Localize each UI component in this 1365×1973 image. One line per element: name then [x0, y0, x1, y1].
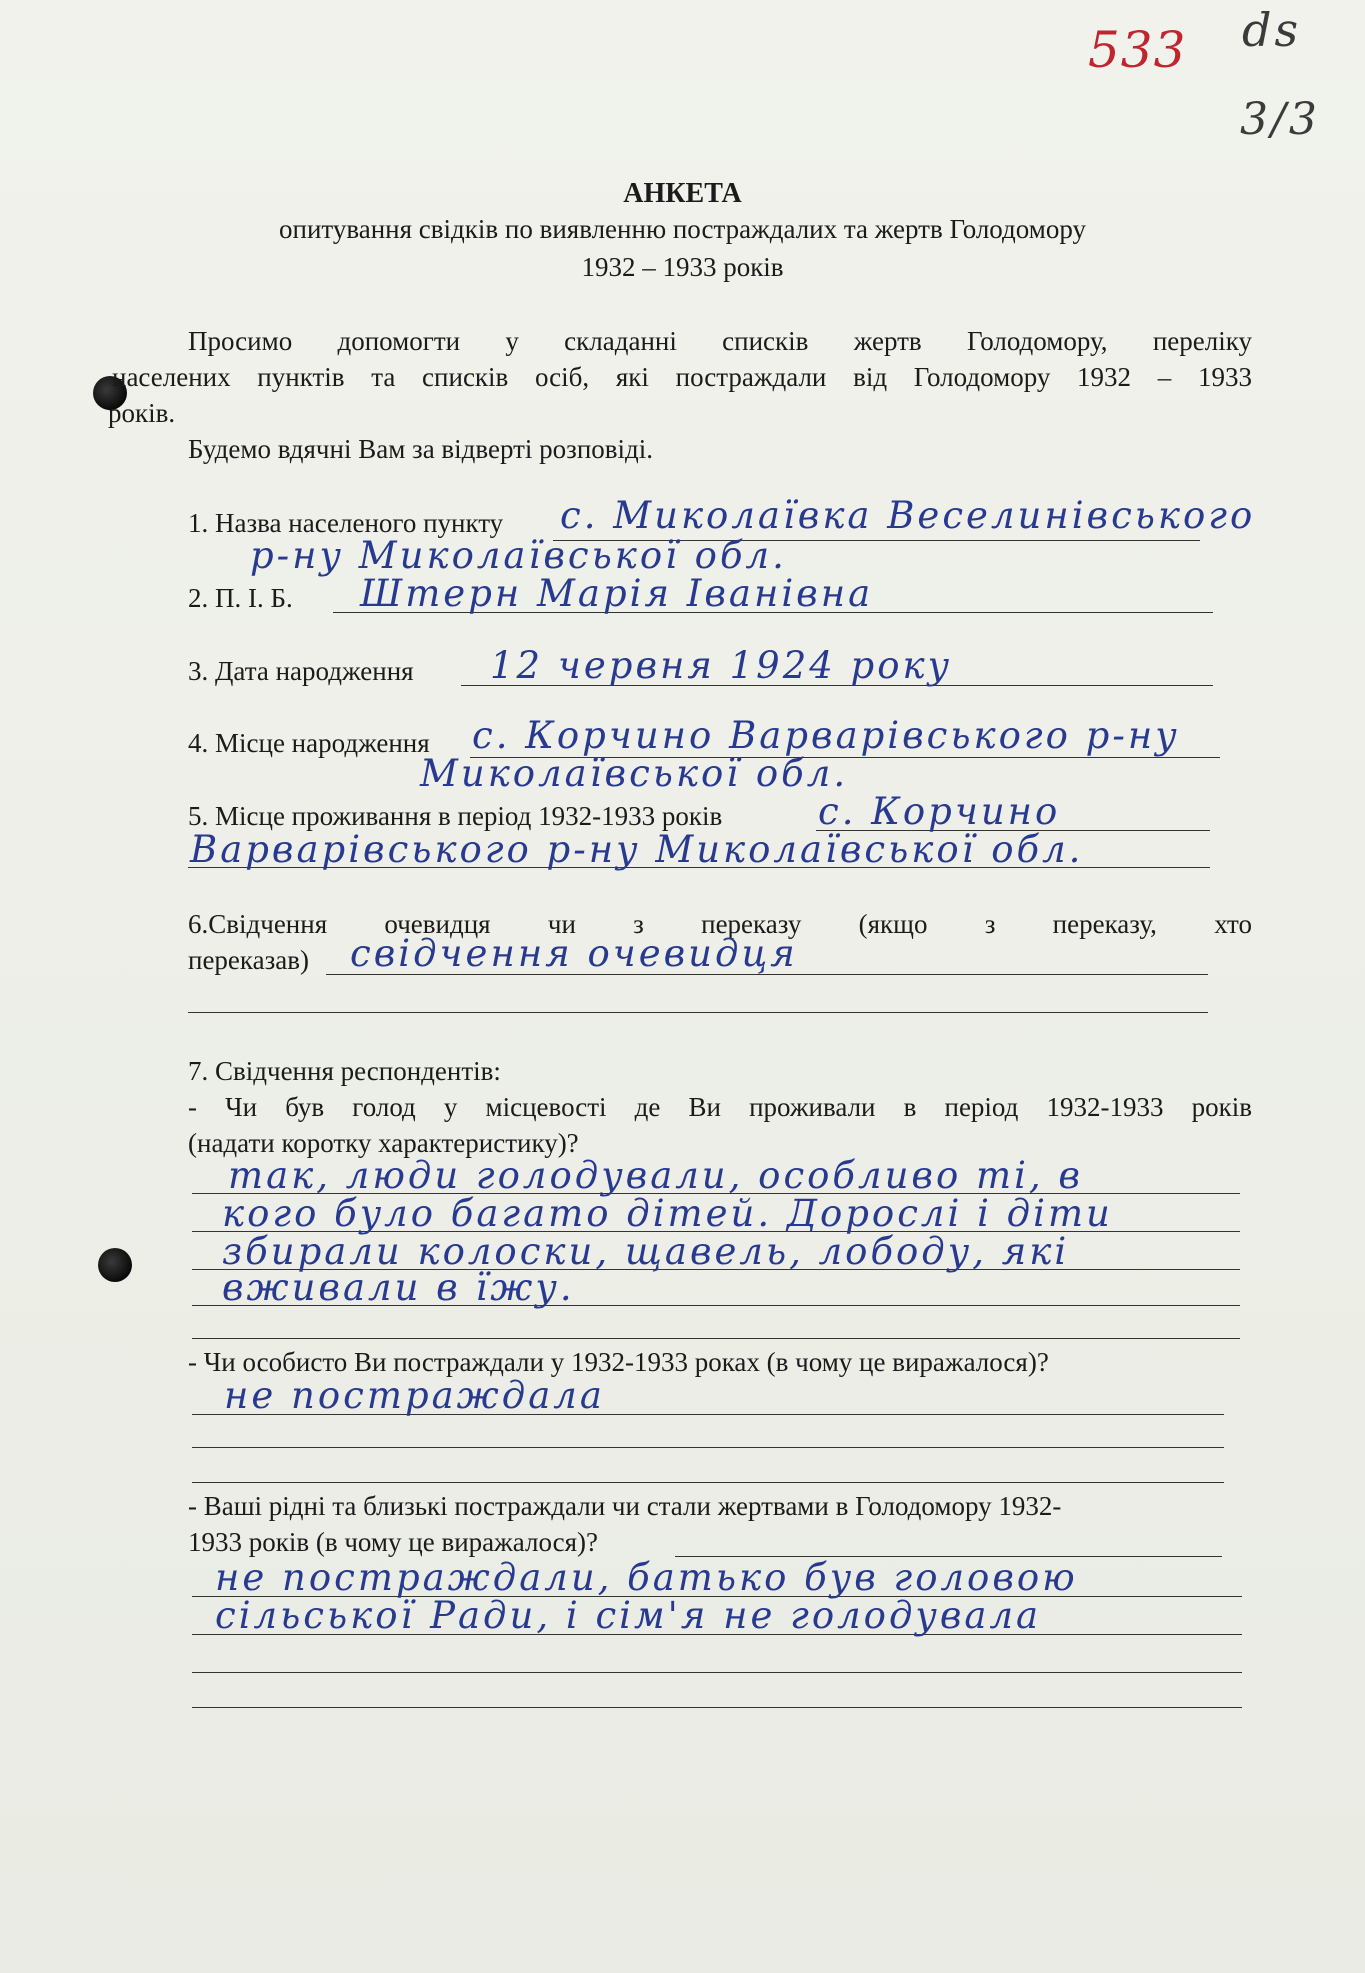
q6-answer: свідчення очевидця	[350, 932, 798, 975]
archive-corner-mark: ds	[1242, 3, 1302, 57]
q1-answer-line-2: р-ну Миколаївської обл.	[250, 534, 787, 577]
q2-label: 2. П. І. Б.	[188, 583, 293, 613]
q4-answer-line-2: Миколаївської обл.	[420, 752, 849, 795]
archive-number-mark: 533	[1088, 21, 1187, 79]
q7-sub1-question-line-1: - Чи був голод у місцевості де Ви проживали в період 1932-1933 років	[188, 1092, 1252, 1122]
q7-sub2-answer: не постраждала	[224, 1374, 605, 1417]
form-years: 1932 – 1933 років	[581, 252, 784, 282]
q7-sub1-answer-2: кого було багато дітей. Дорослі і діти	[222, 1192, 1113, 1235]
intro-line-1: Просимо допомогти у складанні списків жертв Голодомору, переліку	[188, 326, 1252, 356]
q2-answer: Штерн Марія Іванівна	[360, 572, 874, 615]
intro-thanks: Будемо вдячні Вам за відверті розповіді.	[188, 434, 654, 464]
q3-answer: 12 червня 1924 року	[490, 644, 953, 687]
intro-line-3: років.	[108, 398, 176, 428]
q5-answer-line-2: Варварівського р-ну Миколаївської обл.	[190, 828, 1084, 871]
q7-sub2-answer-line-3	[192, 1482, 1224, 1483]
intro-line-2: населених пунктів та списків осіб, які постраждали від Голодомору 1932 – 1933	[112, 362, 1252, 392]
q7-sub3-answer-1: не постраждали, батько був головою	[215, 1556, 1078, 1599]
archive-fraction-mark: 3/3	[1240, 94, 1320, 145]
q7-sub3-answer-line-3	[192, 1672, 1242, 1673]
q4-answer-line-1: с. Корчино Варварівського р-ну	[472, 714, 1180, 757]
q7-sub1-answer-4: вживали в їжу.	[222, 1266, 575, 1309]
q7-sub3-question-line-2: 1933 років (в чому це виражалося)?	[188, 1527, 599, 1557]
q7-label: 7. Свідчення респондентів:	[188, 1056, 501, 1086]
q7-sub2-answer-line-2	[192, 1447, 1224, 1448]
form-title: АНКЕТА	[623, 178, 742, 209]
q7-sub2-question: - Чи особисто Ви постраждали у 1932-1933 роках (в чому це виражалося)?	[188, 1347, 1049, 1377]
q7-sub1-question-line-2: (надати коротку характеристику)?	[188, 1128, 579, 1158]
q1-label: 1. Назва населеного пункту	[188, 508, 504, 538]
q1-answer-line-1: с. Миколаївка Веселинівського	[560, 494, 1256, 537]
q7-sub3-answer-line-4	[192, 1707, 1242, 1708]
q7-sub3-answer-2: сільської Ради, і сім'я не голодувала	[215, 1594, 1042, 1637]
q7-sub1-answer-1: так, люди голодували, особливо ті, в	[228, 1154, 1083, 1197]
q7-sub1-answer-3: збирали колоски, щавель, лободу, які	[222, 1230, 1070, 1273]
q5-answer-line-1: с. Корчино	[818, 790, 1061, 833]
q7-sub3-question-line-1: - Ваші рідні та близькі постраждали чи стали жертвами в Голодомору 1932-	[188, 1491, 1062, 1521]
q5-label: 5. Місце проживання в період 1932-1933 років	[188, 801, 723, 831]
q7-sub1-answer-line-5	[192, 1338, 1240, 1339]
q6-label-line-2: переказав)	[188, 945, 309, 975]
q6-label-line-1: 6.Свідчення очевидця чи з переказу (якщо з переказу, хто	[188, 909, 1252, 939]
form-subtitle: опитування свідків по виявленню постраждалих та жертв Голодомору	[279, 214, 1086, 244]
q6-answer-line-b	[188, 1012, 1208, 1013]
q3-label: 3. Дата народження	[188, 656, 414, 686]
punch-hole-bottom	[98, 1248, 132, 1282]
q4-label: 4. Місце народження	[188, 728, 430, 758]
